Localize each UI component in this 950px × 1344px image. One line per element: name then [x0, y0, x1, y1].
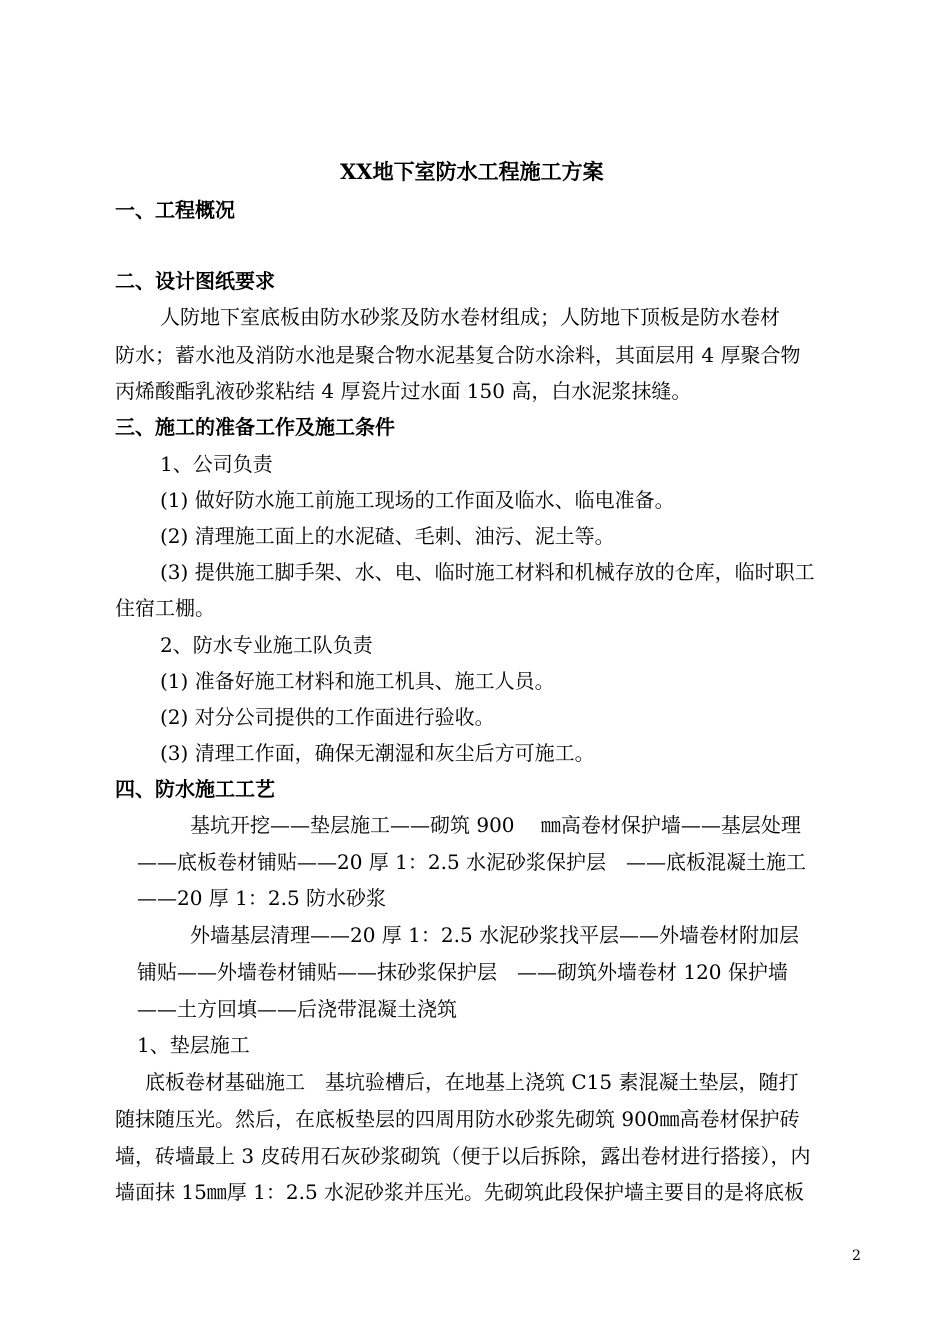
- subheading: 1、公司负责: [160, 452, 273, 476]
- flow-line: ——底板卷材铺贴——20 厚 1：2.5 水泥砂浆保护层 ——底板混凝土施工: [137, 850, 807, 874]
- paragraph-line: 人防地下室底板由防水砂浆及防水卷材组成；人防地下顶板是防水卷材: [160, 305, 780, 329]
- paragraph-line: 丙烯酸酯乳液砂浆粘结 4 厚瓷片过水面 150 高，白水泥浆抹缝。: [115, 379, 692, 403]
- section-heading-design: 二、设计图纸要求: [115, 269, 275, 293]
- document-title: XX地下室防水工程施工方案: [340, 159, 604, 184]
- paragraph-line: 随抹随压光。然后，在底板垫层的四周用防水砂浆先砌筑 900㎜高卷材保护砖: [115, 1107, 800, 1131]
- paragraph-line: 墙面抹 15㎜厚 1：2.5 水泥砂浆并压光。先砌筑此段保护墙主要目的是将底板: [115, 1180, 805, 1204]
- section-heading-process: 四、防水施工工艺: [115, 777, 275, 801]
- flow-line: 基坑开挖——垫层施工——砌筑 900 ㎜高卷材保护墙——基层处理: [190, 813, 801, 837]
- list-item: (3) 清理工作面，确保无潮湿和灰尘后方可施工。: [160, 741, 595, 765]
- list-item: (2) 对分公司提供的工作面进行验收。: [160, 705, 495, 729]
- list-item: (1) 做好防水施工前施工现场的工作面及临水、临电准备。: [160, 488, 675, 512]
- page-number: 2: [852, 1248, 861, 1264]
- subheading: 1、垫层施工: [137, 1033, 250, 1057]
- section-heading-overview: 一、工程概况: [115, 198, 235, 222]
- flow-line: 外墙基层清理——20 厚 1：2.5 水泥砂浆找平层——外墙卷材附加层: [190, 923, 800, 947]
- paragraph-line: 防水；蓄水池及消防水池是聚合物水泥基复合防水涂料，其面层用 4 厚聚合物: [115, 343, 801, 367]
- subheading: 2、防水专业施工队负责: [160, 633, 373, 657]
- paragraph-line: 墙，砖墙最上 3 皮砖用石灰砂浆砌筑（便于以后拆除，露出卷材进行搭接），内: [115, 1144, 811, 1168]
- flow-line: ——20 厚 1：2.5 防水砂浆: [137, 886, 387, 910]
- paragraph-line: 底板卷材基础施工 基坑验槽后，在地基上浇筑 C15 素混凝土垫层，随打: [145, 1070, 799, 1094]
- list-item: (2) 清理施工面上的水泥碴、毛刺、油污、泥土等。: [160, 524, 615, 548]
- list-item: (3) 提供施工脚手架、水、电、临时施工材料和机械存放的仓库，临时职工: [160, 560, 815, 584]
- flow-line: ——土方回填——后浇带混凝土浇筑: [137, 997, 457, 1021]
- flow-line: 铺贴——外墙卷材铺贴——抹砂浆保护层 ——砌筑外墙卷材 120 保护墙: [137, 960, 788, 984]
- list-item-continuation: 住宿工棚。: [115, 596, 215, 620]
- section-heading-preparation: 三、施工的准备工作及施工条件: [115, 415, 395, 439]
- list-item: (1) 准备好施工材料和施工机具、施工人员。: [160, 669, 555, 693]
